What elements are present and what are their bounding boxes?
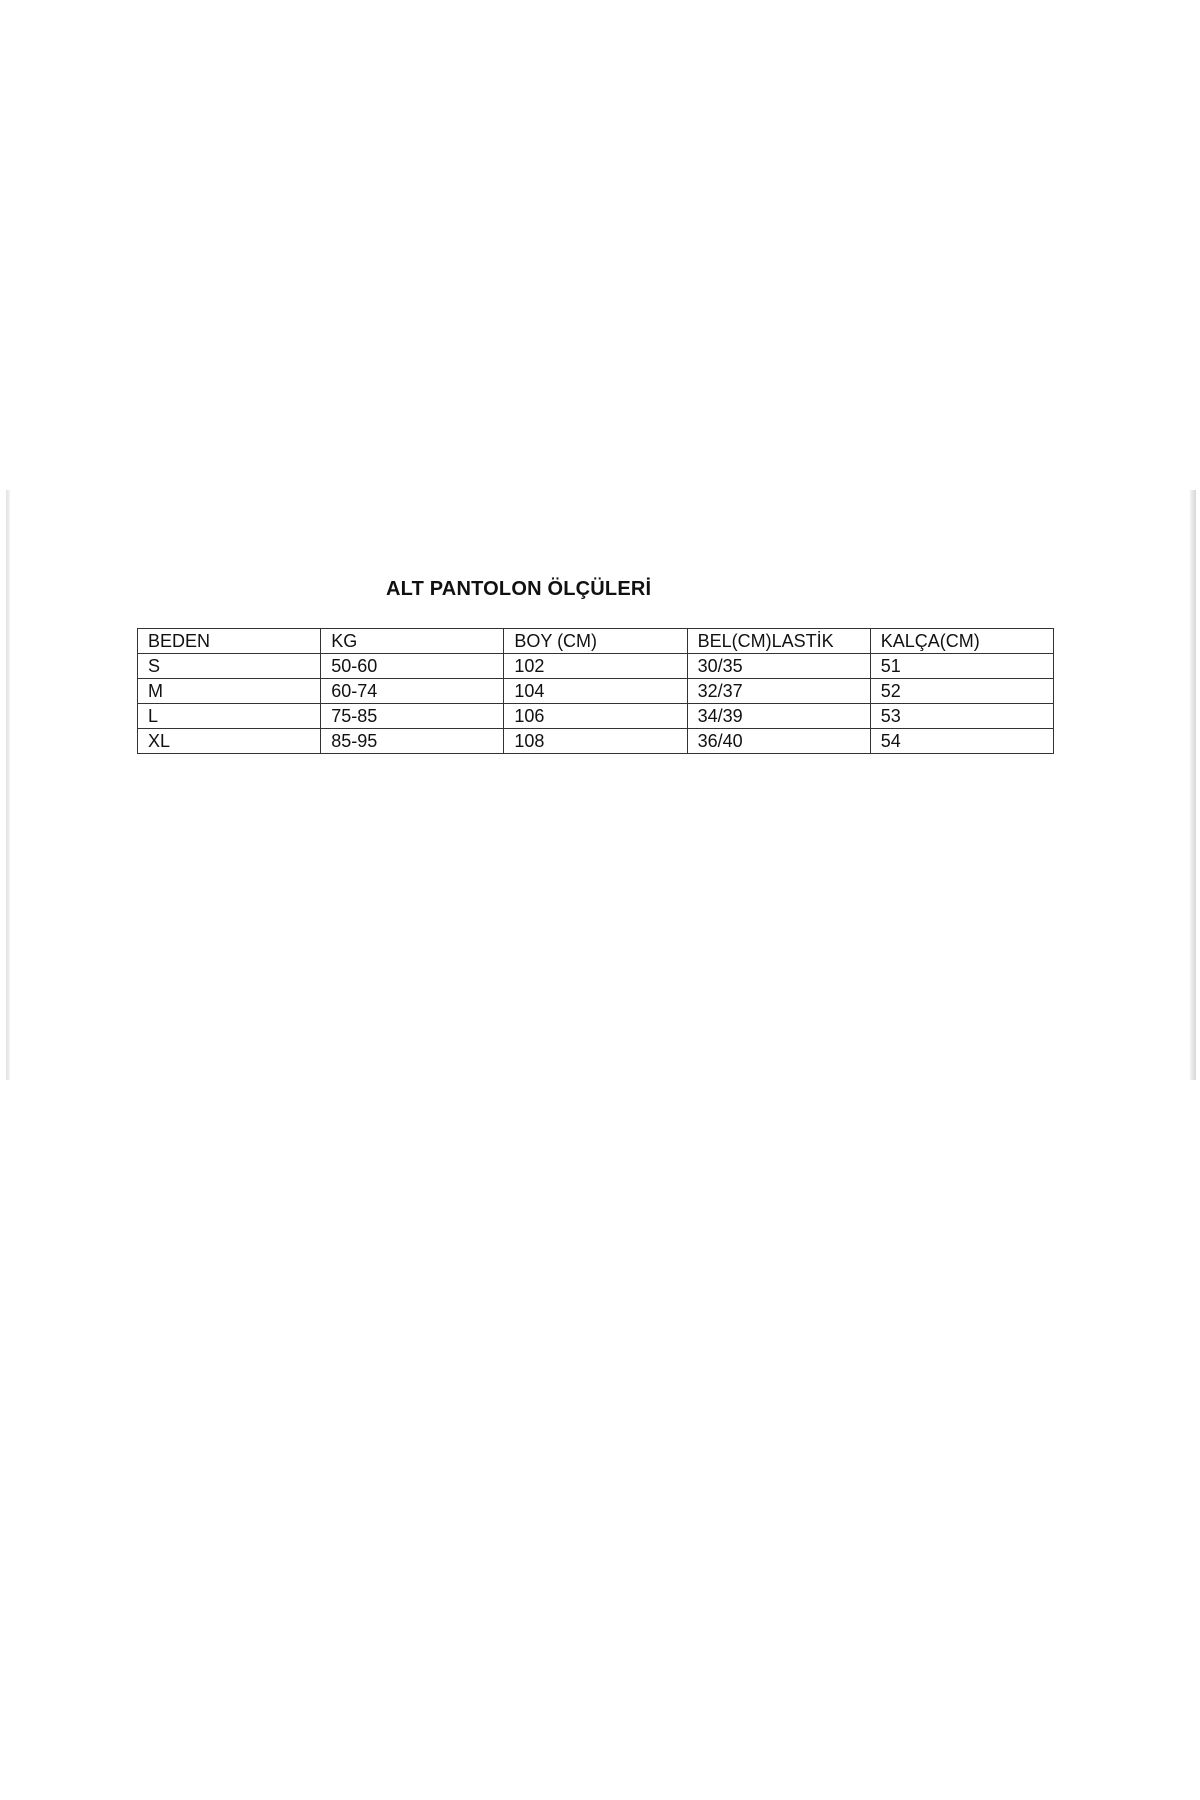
cell-kg: 60-74 (321, 679, 504, 704)
header-bel: BEL(CM)LASTİK (687, 629, 870, 654)
table-header-row (138, 629, 1054, 654)
cell-boy: 104 (504, 679, 687, 704)
cell-beden: M (138, 679, 321, 704)
cell-kg: 50-60 (321, 654, 504, 679)
cell-boy: 102 (504, 654, 687, 679)
header-beden: BEDEN (138, 629, 321, 654)
cell-kalca: 51 (870, 654, 1053, 679)
scan-edge-left (6, 490, 10, 1080)
size-table (137, 628, 1054, 754)
cell-beden: S (138, 654, 321, 679)
table-row (138, 704, 1054, 729)
cell-kg: 85-95 (321, 729, 504, 754)
table-row (138, 729, 1054, 754)
cell-beden: L (138, 704, 321, 729)
cell-kalca: 54 (870, 729, 1053, 754)
table-row (138, 654, 1054, 679)
cell-boy: 108 (504, 729, 687, 754)
cell-bel: 36/40 (687, 729, 870, 754)
header-kg: KG (321, 629, 504, 654)
cell-kalca: 53 (870, 704, 1053, 729)
scan-edge-right (1190, 490, 1196, 1080)
header-boy: BOY (CM) (504, 629, 687, 654)
table-row (138, 679, 1054, 704)
cell-kalca: 52 (870, 679, 1053, 704)
cell-kg: 75-85 (321, 704, 504, 729)
cell-boy: 106 (504, 704, 687, 729)
cell-beden: XL (138, 729, 321, 754)
cell-bel: 30/35 (687, 654, 870, 679)
document-title: ALT PANTOLON ÖLÇÜLERİ (386, 578, 652, 600)
cell-bel: 32/37 (687, 679, 870, 704)
cell-bel: 34/39 (687, 704, 870, 729)
header-kalca: KALÇA(CM) (870, 629, 1053, 654)
